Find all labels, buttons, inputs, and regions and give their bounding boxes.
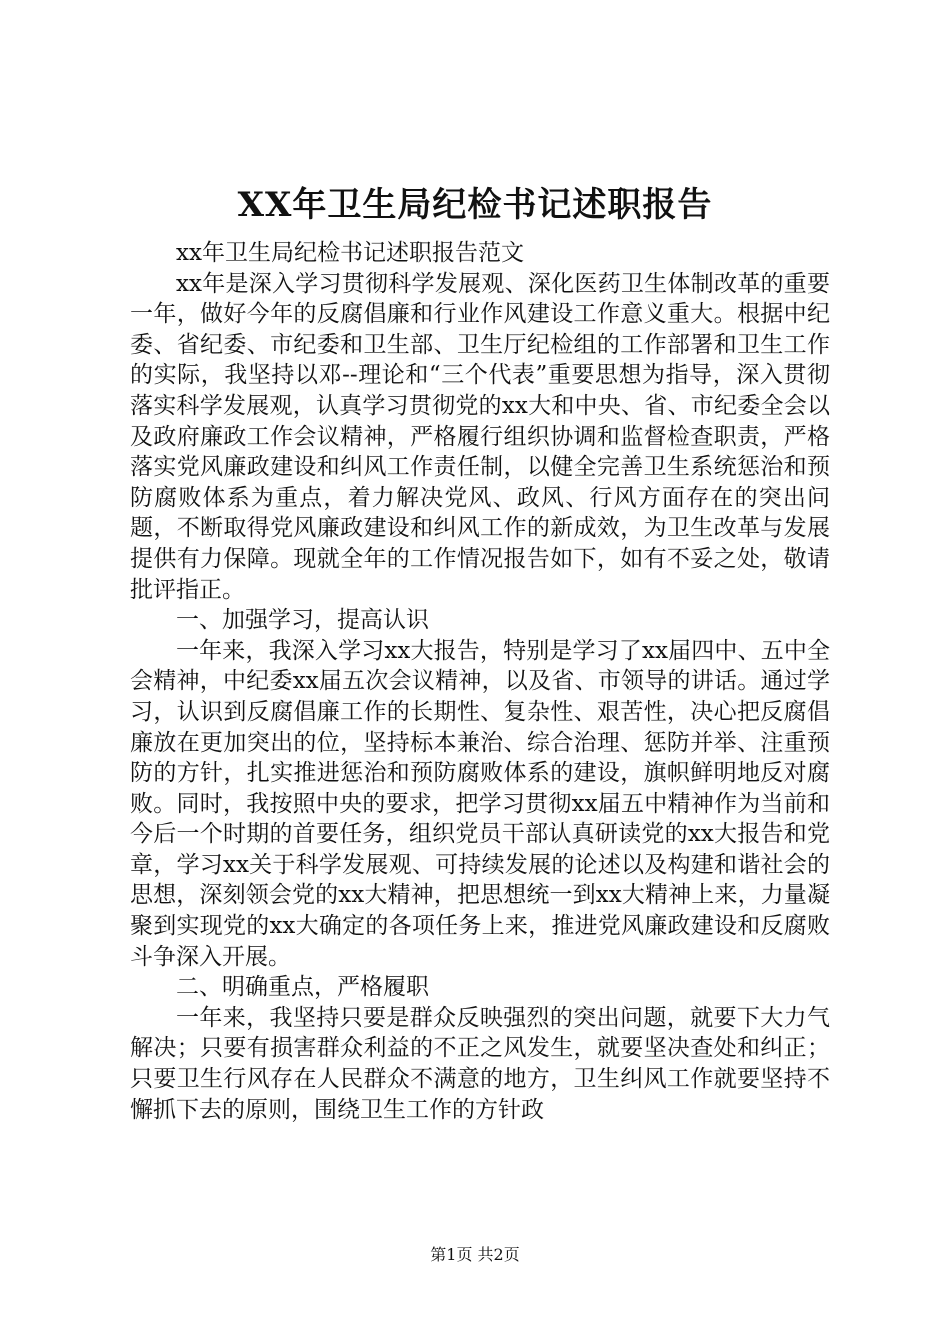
section-heading-1: 一、加强学习，提高认识 [176, 607, 429, 634]
document-title: XX年卫生局纪检书记述职报告 [237, 185, 713, 225]
section-2-paragraph: 一年来，我坚持只要是群众反映强烈的突出问题，就要下大力气解决；只要有损害群众利益的不正之风发生，就要坚决查处和纠正；只要卫生行风存在人民群众不满意的地方，卫生纠风工作就要坚持不懈抓下去的原则，围绕卫生工作的方针政 [130, 1004, 830, 1123]
section-1-paragraph: 一年来，我深入学习xx大报告，特别是学习了xx届四中、五中全会精神，中纪委xx届五次会议精神，以及省、市领导的讲话。通过学习，认识到反腐倡廉工作的长期性、复杂性、艰苦性，决心把反腐倡廉放在更加突出的位，坚持标本兼治、综合治理、惩防并举、注重预防的方针，扎实推进惩治和预防腐败体系的建设，旗帜鲜明地反对腐败。同时，我按照中央的要求，把学习贯彻xx届五中精神作为当前和今后一个时期的首要任务，组织党员干部认真研读党的xx大报告和党章，学习xx关于科学发展观、可持续发展的论述以及构建和谐社会的思想，深刻领会党的xx大精神，把思想统一到xx大精神上来，力量凝聚到实现党的xx大确定的各项任务上来，推进党风廉政建设和反腐败斗争深入开展。 [130, 637, 830, 970]
subtitle-paragraph: xx年卫生局纪检书记述职报告范文 [176, 240, 524, 266]
document-body [130, 238, 830, 1125]
intro-paragraph: xx年是深入学习贯彻科学发展观、深化医药卫生体制改革的重要一年，做好今年的反腐倡廉和行业作风建设工作意义重大。根据中纪委、省纪委、市纪委和卫生部、卫生厅纪检组的工作部署和卫生工作的实际，我坚持以邓--理论和“三个代表”重要思想为指导，深入贯彻落实科学发展观，认真学习贯彻党的xx大和中央、省、市纪委全会以及政府廉政工作会议精神，严格履行组织协调和监督检查职责，严格落实党风廉政建设和纠风工作责任制，以健全完善卫生系统惩治和预防腐败体系为重点，着力解决党风、政风、行风方面存在的突出问题，不断取得党风廉政建设和纠风工作的新成效，为卫生改革与发展提供有力保障。现就全年的工作情况报告如下，如有不妥之处，敬请批评指正。 [130, 270, 830, 603]
page-number-footer: 第1页 共2页 [430, 1245, 520, 1264]
section-heading-2: 二、明确重点，严格履职 [176, 974, 429, 1001]
